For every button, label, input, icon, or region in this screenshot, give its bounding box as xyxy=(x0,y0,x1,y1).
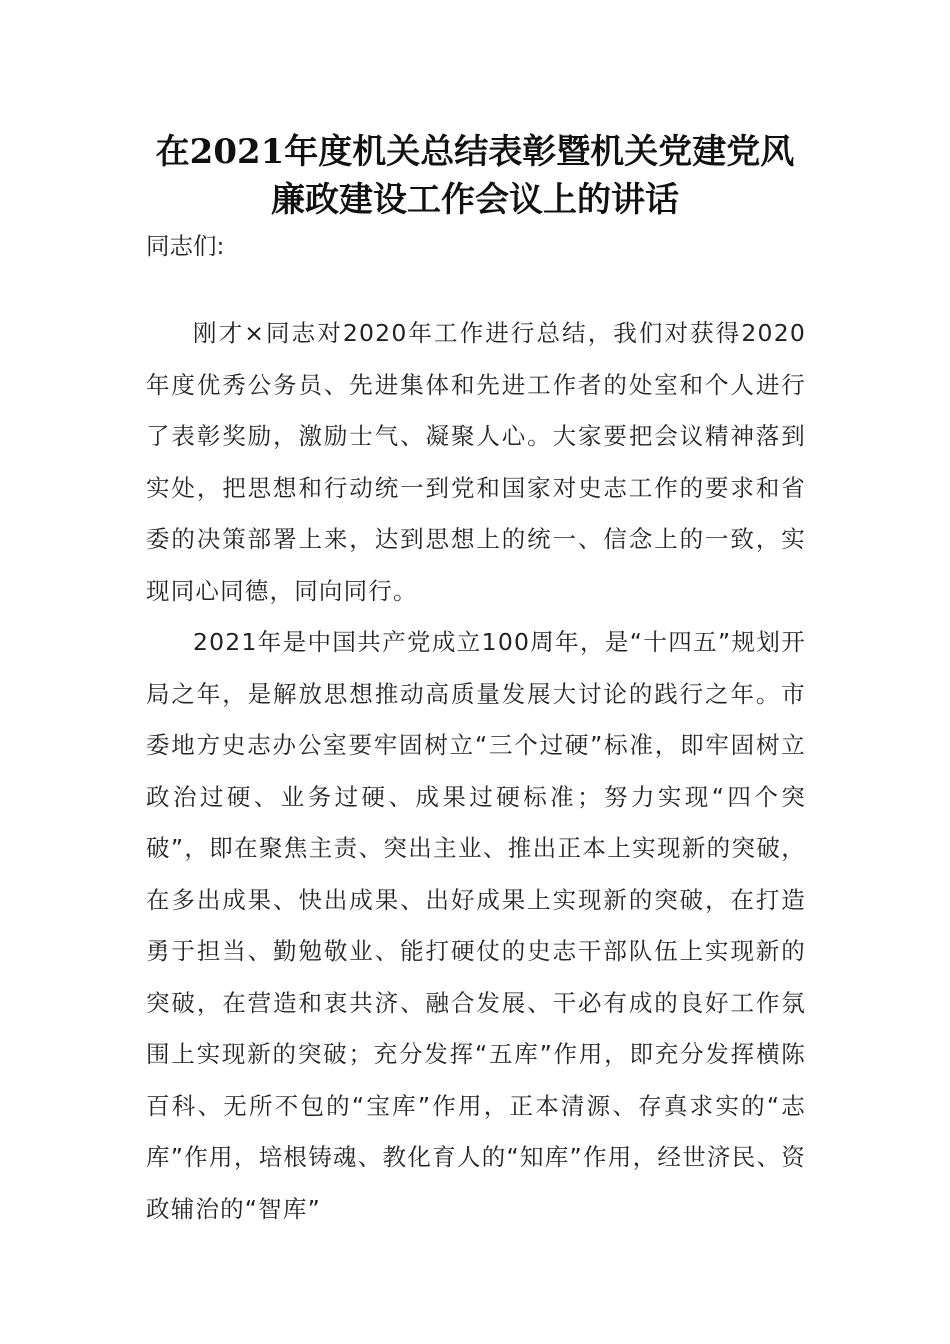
paragraph-1: 刚才×同志对2020年工作进行总结，我们对获得2020年度优秀公务员、先进集体和先进工作者的处室和个人进行了表彰奖励，激励士气、凝聚人心。大家要把会议精神落到实处，把思想和行动统一到党和国家对史志工作的要求和省委的决策部署上来，达到思想上的统一、信念上的一致，实现同心同德，同向同行。 xyxy=(146,319,806,605)
paragraph-2: 2021年是中国共产党成立100周年，是“十四五”规划开局之年，是解放思想推动高质量发展大讨论的践行之年。市委地方史志办公室要牢固树立“三个过硬”标准，即牢固树立政治过硬、业务过硬、成果过硬标准；努力实现“四个突破”，即在聚焦主责、突出主业、推出正本上实现新的突破，在多出成果、快出成果、出好成果上实现新的突破，在打造勇于担当、勤勉敬业、能打硬仗的史志干部队伍上实现新的突破，在营造和衷共济、融合发展、干必有成的良好工作氛围上实现新的突破；充分发挥“五库”作用，即充分发挥横陈百科、无所不包的“宝库”作用，正本清源、存真求实的“志库”作用，培根铸魂、教化育人的“知库”作用，经世济民、资政辅治的“智库” xyxy=(146,628,806,1223)
salutation: 同志们: xyxy=(146,232,225,260)
title-line-2: 廉政建设工作会议上的讲话 xyxy=(271,180,679,220)
title-line-1: 在2021年度机关总结表彰暨机关党建党风 xyxy=(155,132,795,172)
document-title xyxy=(120,128,830,224)
